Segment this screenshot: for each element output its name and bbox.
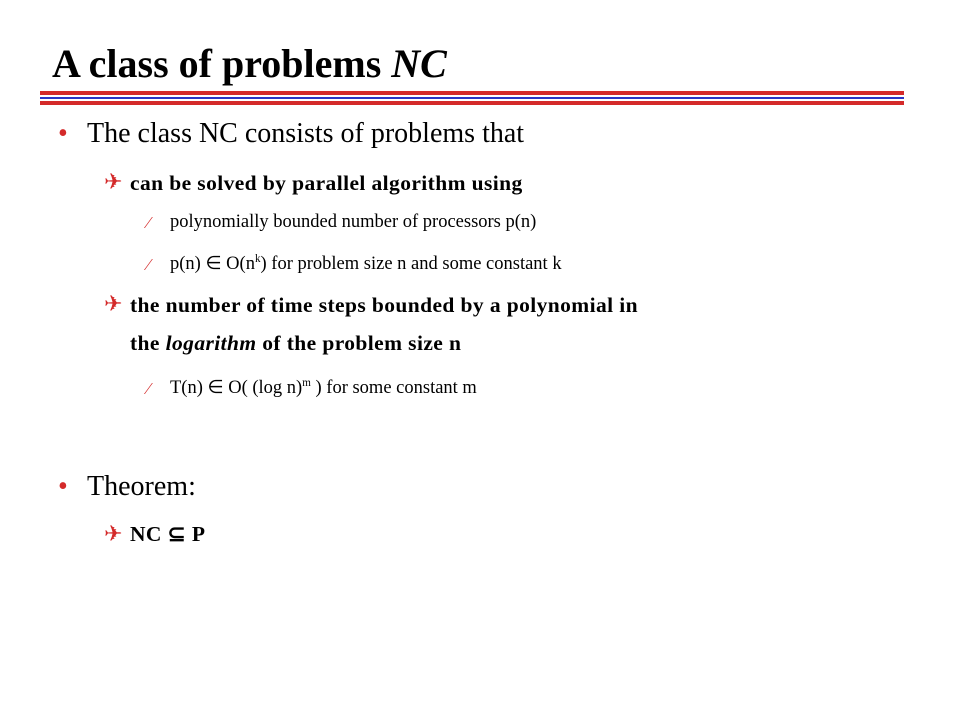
dash-check-icon: ⁄ [147,379,150,398]
point2-sub1-text: NC ⊆ P [130,522,206,546]
title-rule-blue [40,97,904,99]
dash-check-icon: ⁄ [147,255,150,274]
point1-text: The class NC consists of problems that [87,118,525,149]
slide-title [52,41,447,86]
point1-sub2-sub1-text [170,376,477,398]
arrow-plane-icon: ✈ [104,169,123,194]
point1-sub1-text: can be solved by parallel algorithm using [130,171,523,195]
t-n-text-a: T(n) ∈ O( (log n) [170,378,303,398]
exponent-m: m [302,376,311,389]
dash-check-icon: ⁄ [147,213,150,232]
title-rule-red-top [40,91,904,95]
line2-text-b: of the problem size n [256,331,462,355]
big-o-text-b: ) for problem size n and some constant k [260,254,562,274]
point2-text: Theorem: [87,471,196,502]
title-italic-text: NC [391,41,447,86]
arrow-plane-icon: ✈ [104,521,123,546]
bullet-dot-icon: • [58,118,68,149]
t-n-text-b: ) for some constant m [310,378,477,398]
point1-sub1-sub1-text: polynomially bounded number of processors p(n) [170,212,537,232]
point1-sub2-line2 [130,333,461,355]
arrow-plane-icon: ✈ [104,291,123,316]
point1-sub2-line1: the number of time steps bounded by a polynomial in [130,293,639,317]
bullet-dot-icon: • [58,471,68,502]
line2-italic: logarithm [165,331,257,355]
title-rule-red-bottom [40,101,904,105]
point1-sub1-sub2-text [170,252,562,274]
title-text: A class of problems [52,41,392,86]
exponent-k: k [254,252,261,265]
big-o-text-a: p(n) ∈ O(n [170,254,255,274]
line2-text-a: the [130,331,166,355]
